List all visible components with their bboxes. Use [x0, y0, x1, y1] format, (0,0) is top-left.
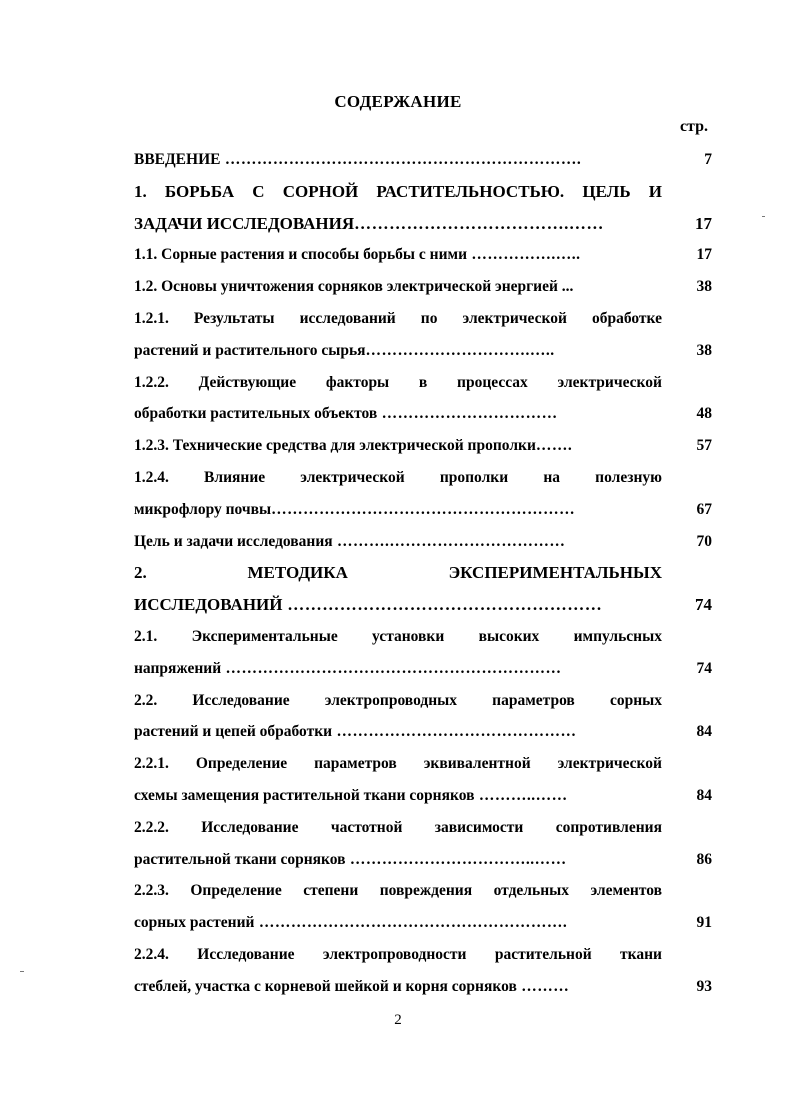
- toc-word: 1.2.4.: [134, 468, 169, 486]
- toc-word: на: [543, 468, 561, 486]
- toc-page-number: 57: [696, 437, 712, 455]
- scan-speck: [762, 216, 765, 217]
- toc-entry-text: [134, 653, 662, 685]
- toc-line: [134, 176, 712, 208]
- toc-word: параметров: [314, 755, 397, 773]
- toc-word: 2.1.: [134, 627, 158, 645]
- table-of-contents: [134, 144, 712, 1003]
- toc-line: [134, 144, 712, 176]
- toc-entry-text: [134, 748, 662, 780]
- toc-page-number: 48: [696, 405, 712, 423]
- toc-word: 1.2.1.: [134, 309, 169, 327]
- toc-leader-dots: ………………………….…..: [365, 341, 555, 359]
- toc-word: в: [418, 373, 428, 391]
- toc-word: 2.2.2.: [134, 818, 169, 836]
- toc-leader-dots: ………………………………………………………….: [220, 151, 582, 168]
- toc-entry-text: [134, 271, 662, 303]
- toc-page-number: 17: [696, 246, 712, 264]
- toc-word: Определение: [195, 755, 288, 773]
- toc-page-number: 70: [696, 532, 712, 550]
- toc-word: Влияние: [204, 468, 266, 486]
- toc-entry-title: 1.1. Сорные растения и способы борьбы с ними: [134, 246, 468, 264]
- toc-word: электрической: [557, 373, 662, 391]
- toc-word: 1.2.2.: [134, 373, 169, 391]
- toc-entry-text: [134, 335, 662, 367]
- toc-leader-dots: ……………………………….……: [354, 213, 604, 233]
- toc-leader-dots: ………..……: [474, 786, 568, 804]
- toc-word: факторы: [325, 373, 390, 391]
- toc-word: Экспериментальные: [191, 627, 338, 645]
- toc-line: [134, 239, 712, 271]
- toc-entry-text: [134, 780, 662, 812]
- page-title: СОДЕРЖАНИЕ: [334, 92, 462, 111]
- toc-entry-text: [134, 875, 662, 907]
- toc-word: 2.2.3.: [134, 882, 169, 900]
- toc-line: [134, 653, 712, 685]
- toc-line: [134, 939, 712, 971]
- page-number: 2: [394, 1012, 402, 1028]
- toc-word: ЦЕЛЬ: [582, 181, 631, 201]
- toc-word: зависимости: [434, 818, 524, 836]
- toc-entry-title: ЗАДАЧИ ИССЛЕДОВАНИЯ: [134, 213, 355, 233]
- toc-leader-dots: ……………………………: [377, 405, 558, 423]
- toc-word: сорных: [609, 691, 662, 709]
- toc-line: [134, 398, 712, 430]
- toc-entry-text: [134, 398, 662, 430]
- toc-word: Исследование: [192, 691, 290, 709]
- toc-word: И: [648, 181, 662, 201]
- toc-word: Исследование: [201, 818, 299, 836]
- toc-leader-dots: ………: [516, 977, 570, 995]
- scan-speck: [20, 971, 24, 972]
- toc-page-number: 84: [696, 723, 712, 741]
- toc-entry-title: 1.2. Основы уничтожения сорняков электрической энергией ...: [134, 278, 574, 296]
- toc-entry-text: [134, 621, 662, 653]
- toc-entry-text: [134, 557, 662, 589]
- toc-entry-text: [134, 589, 662, 621]
- toc-line: [134, 748, 712, 780]
- toc-word: электропроводности: [322, 945, 467, 963]
- toc-entry-title: схемы замещения растительной ткани сорняков: [134, 786, 475, 804]
- toc-entry-title: ВВЕДЕНИЕ: [134, 151, 221, 168]
- toc-line: [134, 557, 712, 589]
- toc-page-number: 84: [696, 786, 712, 804]
- toc-word: процессах: [457, 373, 528, 391]
- toc-entry-title: обработки растительных объектов: [134, 405, 378, 423]
- toc-leader-dots: ……………………………..……: [345, 850, 567, 868]
- toc-word: Действующие: [198, 373, 297, 391]
- toc-entry-text: [134, 844, 662, 876]
- toc-entry-text: [134, 176, 662, 208]
- toc-page-number: 93: [696, 977, 712, 995]
- toc-line: [134, 716, 712, 748]
- toc-word: ЭКСПЕРИМЕНТАЛЬНЫХ: [448, 563, 662, 583]
- toc-entry-text: [134, 239, 662, 271]
- toc-line: [134, 335, 712, 367]
- toc-word: электрической: [557, 755, 662, 773]
- toc-leader-dots: …….: [535, 437, 573, 455]
- toc-leader-dots: ………………………………………………………: [221, 659, 562, 677]
- toc-word: элементов: [590, 882, 662, 900]
- toc-word: электрической: [300, 468, 405, 486]
- toc-line: [134, 494, 712, 526]
- toc-entry-text: [134, 303, 662, 335]
- toc-entry-text: [134, 462, 662, 494]
- toc-word: электропроводных: [324, 691, 458, 709]
- toc-entry-text: [134, 939, 662, 971]
- toc-word: параметров: [492, 691, 575, 709]
- toc-entry-text: [134, 716, 662, 748]
- toc-word: 2.2.1.: [134, 755, 169, 773]
- toc-entry-text: [134, 685, 662, 717]
- toc-word: повреждения: [379, 882, 473, 900]
- toc-word: отдельных: [493, 882, 569, 900]
- toc-page-number: 91: [696, 914, 712, 932]
- toc-line: [134, 589, 712, 621]
- toc-line: [134, 367, 712, 399]
- toc-entry-text: [134, 144, 662, 176]
- toc-leader-dots: ………………………………………………: [282, 595, 603, 615]
- toc-line: [134, 526, 712, 558]
- toc-page-number: 86: [696, 850, 712, 868]
- toc-entry-text: [134, 208, 662, 240]
- toc-word: установки: [372, 627, 445, 645]
- toc-line: [134, 303, 712, 335]
- toc-word: исследований: [299, 309, 396, 327]
- toc-word: ткани: [620, 945, 662, 963]
- toc-entry-title: 1.2.3. Технические средства для электрической прополки: [134, 437, 536, 455]
- toc-word: частотной: [330, 818, 403, 836]
- toc-word: обработке: [591, 309, 662, 327]
- toc-word: прополки: [439, 468, 509, 486]
- toc-leader-dots: ………………………………………: [332, 723, 577, 741]
- toc-leader-dots: …………….…..: [467, 246, 581, 264]
- toc-page-number: 38: [696, 341, 712, 359]
- toc-word: по: [420, 309, 438, 327]
- toc-word: БОРЬБА: [164, 181, 235, 201]
- toc-word: эквивалентной: [423, 755, 531, 773]
- toc-line: [134, 875, 712, 907]
- toc-entry-text: [134, 971, 662, 1003]
- toc-page-number: 74: [696, 659, 712, 677]
- toc-entry-text: [134, 367, 662, 399]
- page-column-header: стр.: [679, 118, 708, 135]
- toc-entry-title: ИССЛЕДОВАНИЙ: [134, 595, 283, 615]
- toc-line: [134, 208, 712, 240]
- toc-word: растительной: [494, 945, 592, 963]
- toc-word: 1.: [134, 181, 147, 201]
- toc-entry-text: [134, 907, 662, 939]
- toc-word: МЕТОДИКА: [247, 563, 348, 583]
- toc-word: Определение: [190, 882, 282, 900]
- toc-word: электрической: [462, 309, 567, 327]
- toc-leader-dots: …………………………………………………: [271, 500, 576, 518]
- toc-word: 2.2.: [134, 691, 158, 709]
- toc-entry-title: микрофлору почвы: [134, 500, 272, 518]
- toc-entry-title: растительной ткани сорняков: [134, 850, 346, 868]
- toc-word: СОРНОЙ: [282, 181, 359, 201]
- toc-line: [134, 907, 712, 939]
- toc-word: РАСТИТЕЛЬНОСТЬЮ.: [376, 181, 565, 201]
- toc-word: высоких: [478, 627, 540, 645]
- toc-word: 2.2.4.: [134, 945, 169, 963]
- toc-entry-title: растений и растительного сырья: [134, 341, 366, 359]
- toc-word: полезную: [595, 468, 662, 486]
- toc-word: 2.: [134, 563, 147, 583]
- toc-entry-text: [134, 526, 662, 558]
- toc-word: степени: [303, 882, 359, 900]
- toc-entry-title: растений и цепей обработки: [134, 723, 333, 741]
- toc-entry-title: стеблей, участка с корневой шейкой и корня сорняков: [134, 977, 517, 995]
- toc-line: [134, 462, 712, 494]
- toc-leader-dots: ………………………………………………….: [254, 914, 568, 932]
- toc-word: Результаты: [193, 309, 275, 327]
- toc-entry-text: [134, 812, 662, 844]
- toc-line: [134, 621, 712, 653]
- toc-leader-dots: ……….……………………………: [332, 532, 566, 550]
- toc-page-number: 67: [696, 500, 712, 518]
- toc-word: Исследование: [197, 945, 295, 963]
- toc-page-number: 74: [695, 595, 712, 615]
- toc-entry-title: Цель и задачи исследования: [134, 532, 333, 550]
- toc-page-number: 17: [695, 213, 712, 233]
- toc-entry-text: [134, 430, 662, 462]
- toc-page-number: 7: [704, 151, 712, 168]
- toc-page-number: 38: [696, 278, 712, 296]
- toc-line: [134, 971, 712, 1003]
- toc-word: С: [252, 181, 265, 201]
- toc-line: [134, 844, 712, 876]
- toc-line: [134, 812, 712, 844]
- toc-entry-text: [134, 494, 662, 526]
- toc-line: [134, 271, 712, 303]
- toc-line: [134, 780, 712, 812]
- toc-word: импульсных: [573, 627, 662, 645]
- toc-word: сопротивления: [555, 818, 662, 836]
- toc-entry-title: напряжений: [134, 659, 222, 677]
- toc-entry-title: сорных растений: [134, 914, 255, 932]
- toc-line: [134, 685, 712, 717]
- toc-line: [134, 430, 712, 462]
